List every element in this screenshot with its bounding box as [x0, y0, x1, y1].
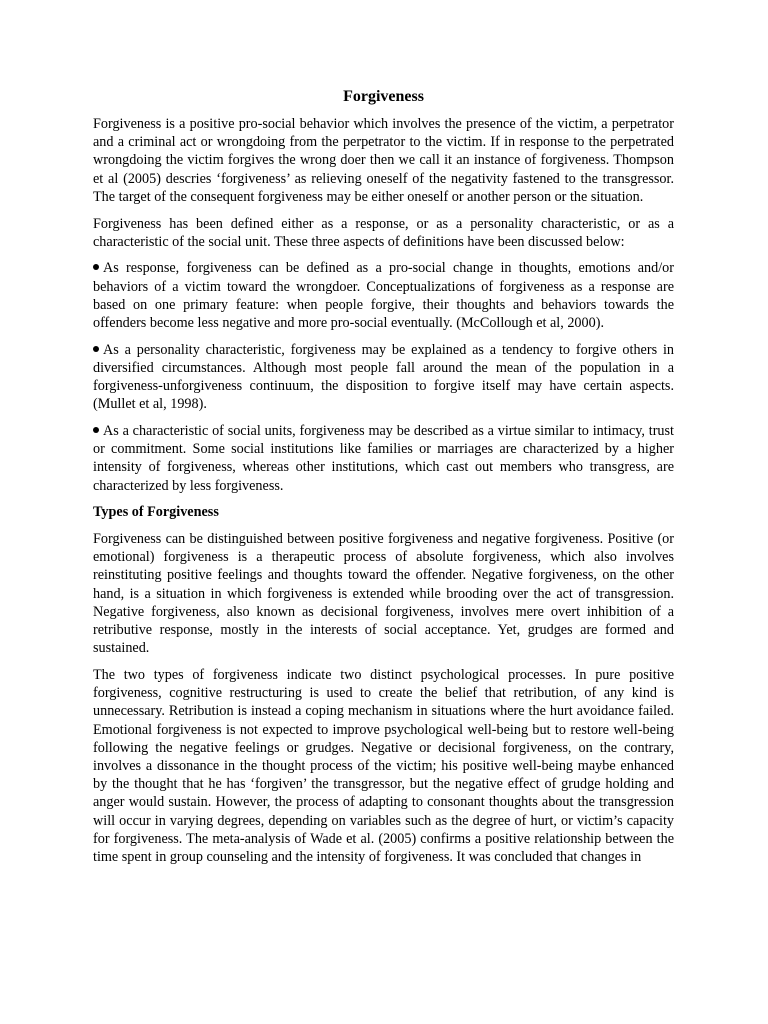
section-heading-types: Types of Forgiveness [93, 504, 219, 521]
paragraph-definition: Forgiveness is a positive pro-social behavior which involves the presence of the victim, a perpetrator and a criminal act or wrongdoing from the perpetrator to the victim. If in response to the perpetrated wrongdoing the victim forgives the wrong doer then we call it an instance of forgiveness. Thompson et al (2005) descries ‘forgiveness’ as relieving oneself of the negativity fastened to the transgressor. The target of the consequent forgiveness may be either oneself or another person or the situation. [93, 116, 674, 205]
document-title: Forgiveness [343, 88, 424, 105]
bullet-text: As a personality characteristic, forgiveness may be explained as a tendency to forgive others in diversified circumstances. Although most people fall around the mean of the population in a forgiveness-unforgiveness continuum, the disposition to forgive itself may have certain aspects. (Mullet et al, 1998). [93, 341, 674, 413]
bullet-text: As a characteristic of social units, forgiveness may be described as a virtue similar to intimacy, trust or commitment. Some social institutions like families or marriages are characterized by a higher intensity of forgiveness, whereas other institutions, which cast out members who transgress, are characterized by less forgiveness. [93, 423, 674, 494]
bullet-icon [93, 427, 99, 433]
bullet-icon [93, 264, 99, 270]
paragraph-psychological-processes: The two types of forgiveness indicate two distinct psychological processes. In pure positive forgiveness, cognitive restructuring is used to create the belief that retribution, of any kind is unnecessary. Retribution is instead a coping mechanism in situations where the hurt avoidance failed. Emotional forgiveness is not expected to improve psychological well-being but to restore well-being following the negative feelings or grudges. Negative or decisional forgiveness, on the contrary, involves a dissonance in the thought process of the victim; his positive well-being maybe enhanced by the thought that he has ‘forgiven’ the transgressor, but the negative effect of grudge holding and anger would sustain. However, the process of adapting to consonant thoughts about the transgression will occur in varying degrees, depending on variables such as the degree of hurt, or victim’s capacity for forgiveness. The meta-analysis of Wade et al. (2005) confirms a positive relationship between the time spent in group counseling and the intensity of forgiveness. It was concluded that changes in [93, 666, 674, 866]
bullet-item-response [93, 259, 674, 332]
bullet-item-personality [93, 341, 674, 414]
bullet-text: As response, forgiveness can be defined as a pro-social change in thoughts, emotions and/or behaviors of a victim toward the wrongdoer. Conceptualizations of forgiveness as a response are based on one primary feature: when people forgive, their thoughts and behaviors towards the offenders become less negative and more pro-social eventually. (McCollough et al, 2000). [93, 260, 674, 332]
document-page [93, 86, 674, 946]
paragraph-types-distinction: Forgiveness can be distinguished between positive forgiveness and negative forgiveness. Positive (or emotional) forgiveness is a therapeutic process of absolute forgiveness, which also involves reinstituting positive feelings and thoughts toward the offender. Negative forgiveness, on the other hand, is a situation in which forgiveness is extended while brooding over the act of transgression. Negative forgiveness, also known as decisional forgiveness, involves mere overt inhibition of a retributive response, mostly in the interests of social acceptance. Yet, grudges are formed and sustained. [93, 531, 674, 657]
bullet-item-social-units [93, 422, 674, 495]
paragraph-aspects-intro: Forgiveness has been defined either as a response, or as a personality characteristic, or as a characteristic of the social unit. These three aspects of definitions have been discussed below: [93, 215, 674, 250]
bullet-icon [93, 346, 99, 352]
